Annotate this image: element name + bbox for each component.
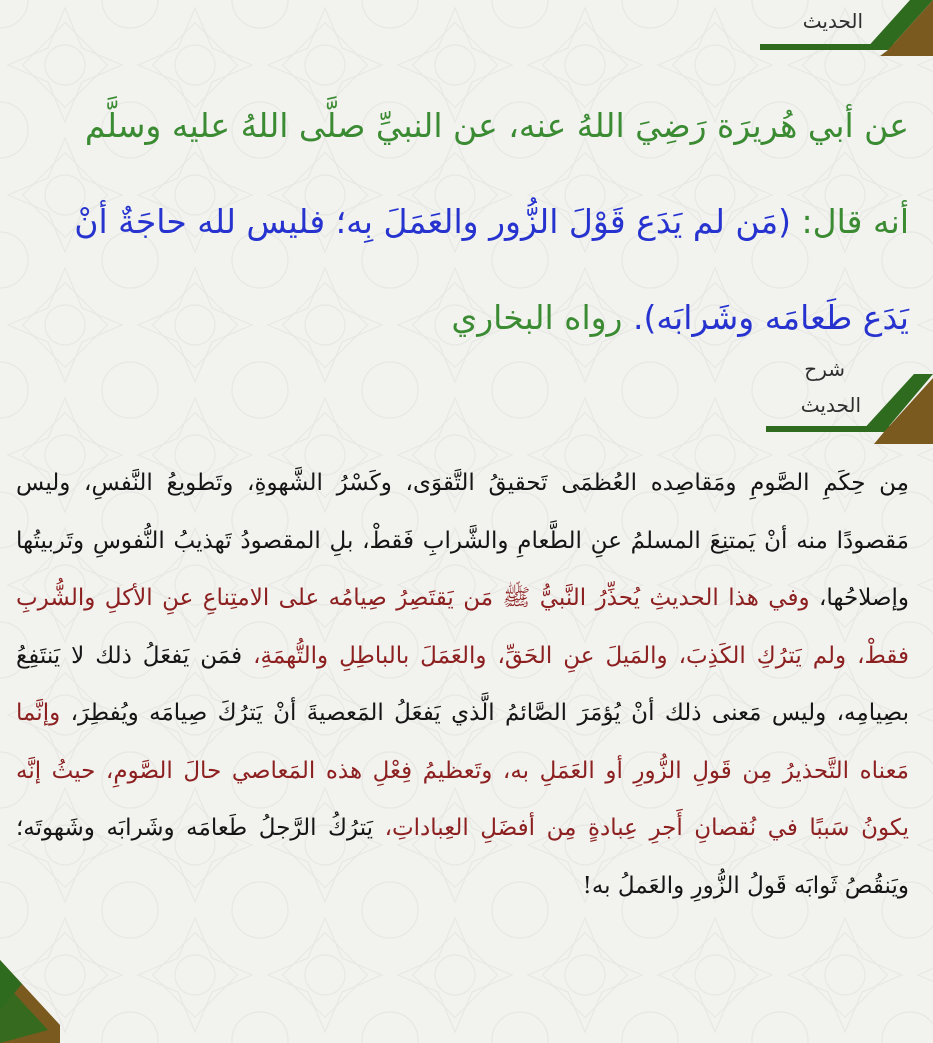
hadith-source: رواه البخاري <box>451 298 633 337</box>
hadith-narration-intro: عن أبي هُريرَة رَضِيَ اللهُ عنه، عن النبيِّ صلَّى اللهُ عليه وسلَّم أنه قال: <box>84 106 909 241</box>
sharh-segment-1: مِن حِكَمِ الصَّومِ ومَقاصِده العُظمَى تَحقيقُ التَّقوَى، وكَسْرُ الشَّهوةِ، وتَطويعُ النَّفسِ، وليس مَقصودًا منه أنْ يَمتنِعَ المسلمُ عنِ الطَّعامِ والشَّرابِ فَقطْ، بلِ المقصودُ تَهذيبُ النُّفوسِ وتَربيتُها وإصلاحُها، <box>16 470 909 611</box>
sharh-segment-2: وفي هذا الحديثِ يُحذِّرُ النَّبيُّ ﷺ مَن يَقتَصِرُ صِيامُه على الامتِناعِ عنِ الأكلِ والشُّربِ فقطْ، ولم يَترُكِ الكَذِبَ، والمَيلَ عنِ الحَقِّ، والعَمَلَ بالباطِلِ والتُّهمَةِ، <box>16 585 909 669</box>
sharh-text <box>16 455 909 915</box>
hadith-text <box>60 78 909 366</box>
sharh-segment-4: وإنَّما مَعناه التَّحذيرُ مِن قَولِ الزُّورِ أو العَمَلِ به، وتَعظيمُ فِعْلِ هذه المَعاصي حالَ الصَّومِ، حيثُ إنَّه يكونُ سَببًا في نُقصانِ أَجرِ عِبادةٍ مِن أفضَلِ العِباداتِ، <box>16 700 909 841</box>
bottom-corner-ornament <box>0 960 60 1043</box>
sharh-segment-3: فمَن يَفعَلُ ذلك لا يَنتَفِعُ بصِيامِه، وليس مَعنى ذلك أنْ يُؤمَرَ الصَّائمُ الَّذي يَفعَلُ المَعصيةَ أنْ يَترُكَ صِيامَه ويُفطِرَ، <box>16 642 909 726</box>
hadith-tag-label: الحديث <box>802 9 863 33</box>
hadith-quote: (مَن لم يَدَع قَوْلَ الزُّور والعَمَلَ بِه؛ فليس لله حاجَةٌ أنْ يَدَع طَعامَه وشَرابَه). <box>74 202 909 337</box>
sharh-segment-5: يَترُكُ الرَّجلُ طَعامَه وشَرابَه وشَهوتَه؛ ويَنقُصُ ثَوابَه قَولُ الزُّورِ والعَملُ به! <box>16 815 909 899</box>
sharh-tag-label-line1: شرح <box>804 357 845 381</box>
sharh-tag-label-line2: الحديث <box>800 393 861 417</box>
